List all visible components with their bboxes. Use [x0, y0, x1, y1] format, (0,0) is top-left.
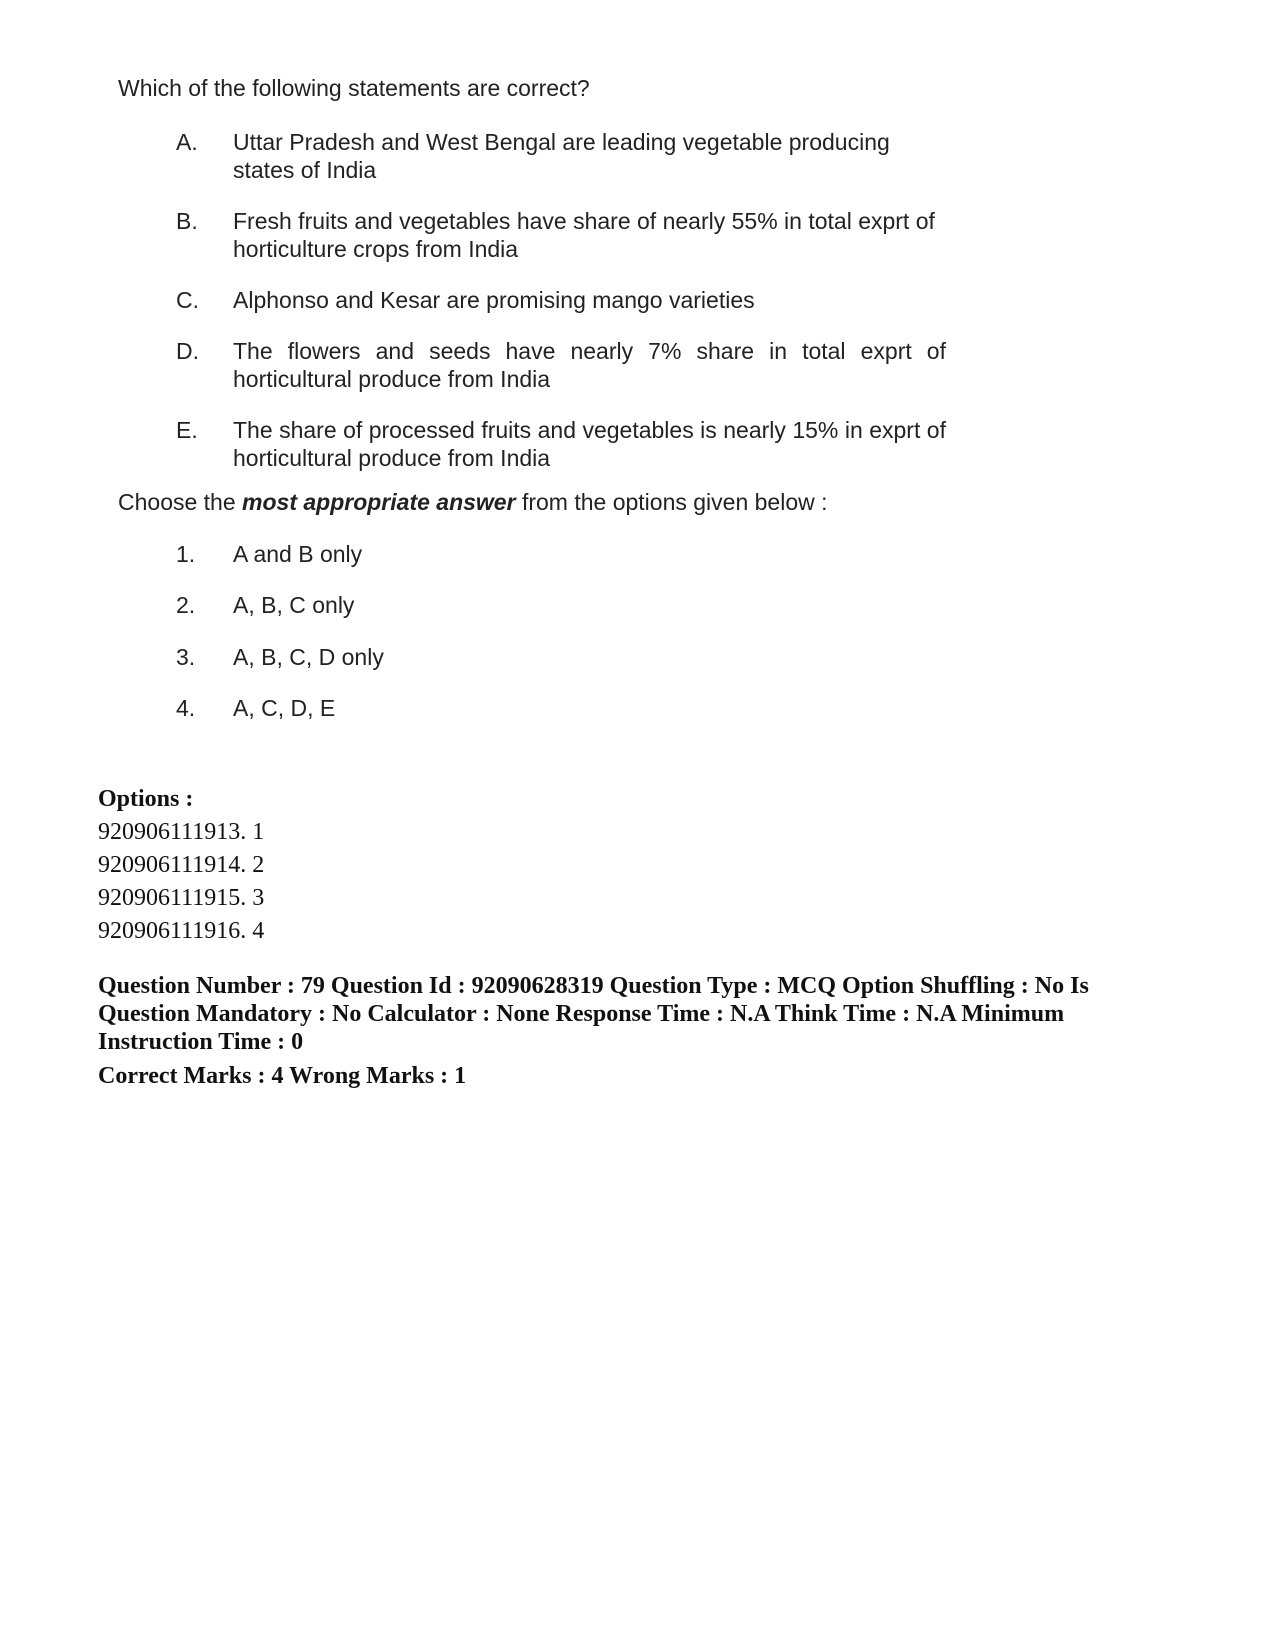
answer-text: A and B only [233, 541, 363, 567]
answer-choice-2 [176, 591, 354, 619]
statement-label: E. [176, 417, 198, 443]
choose-suffix: from the options given below : [515, 489, 828, 515]
statement-d [176, 337, 946, 393]
statement-e [176, 416, 946, 472]
statement-label: B. [176, 208, 198, 234]
answer-choice-4 [176, 694, 335, 722]
statement-text: Alphonso and Kesar are promising mango varieties [233, 287, 755, 313]
choose-instruction [118, 488, 828, 516]
answer-number: 2. [176, 592, 196, 618]
answer-choice-1 [176, 540, 362, 568]
choose-emphasis: most appropriate answer [242, 489, 516, 515]
statement-label: C. [176, 287, 199, 313]
answer-number: 3. [176, 644, 196, 670]
answer-number: 1. [176, 541, 196, 567]
answer-choice-3 [176, 643, 384, 671]
statement-c [176, 286, 946, 314]
statement-b [176, 207, 946, 263]
statement-label: D. [176, 338, 199, 364]
answer-text: A, B, C only [233, 592, 355, 618]
option-id-1: 920906111913. 1 [98, 819, 265, 845]
option-id-2: 920906111914. 2 [98, 852, 265, 878]
answer-text: A, C, D, E [233, 695, 336, 721]
options-title: Options : [98, 786, 194, 812]
option-id-4: 920906111916. 4 [98, 918, 265, 944]
option-id-3: 920906111915. 3 [98, 885, 265, 911]
statement-text: Uttar Pradesh and West Bengal are leading vegetable producing states of India [233, 129, 890, 183]
statement-text: Fresh fruits and vegetables have share of nearly 55% in total exprt of horticulture crops from India [233, 208, 935, 262]
statement-label: A. [176, 129, 198, 155]
marks-line: Correct Marks : 4 Wrong Marks : 1 [98, 1063, 467, 1089]
statement-text: The flowers and seeds have nearly 7% share in total exprt of horticultural produce from India [233, 338, 946, 392]
statement-a [176, 128, 946, 184]
answer-text: A, B, C, D only [233, 644, 384, 670]
question-image-block [118, 74, 998, 721]
choose-prefix: Choose the [118, 489, 243, 515]
answer-number: 4. [176, 695, 196, 721]
statement-text: The share of processed fruits and vegetables is nearly 15% in exprt of horticultural produce from India [233, 417, 946, 471]
question-stem: Which of the following statements are correct? [118, 75, 590, 101]
question-meta: Question Number : 79 Question Id : 92090628319 Question Type : MCQ Option Shuffling : No Is Question Mandatory : No Calculator : None Response Time : N.A Think Time : N.A Minimum Instruction Time : 0 [98, 973, 1089, 1055]
